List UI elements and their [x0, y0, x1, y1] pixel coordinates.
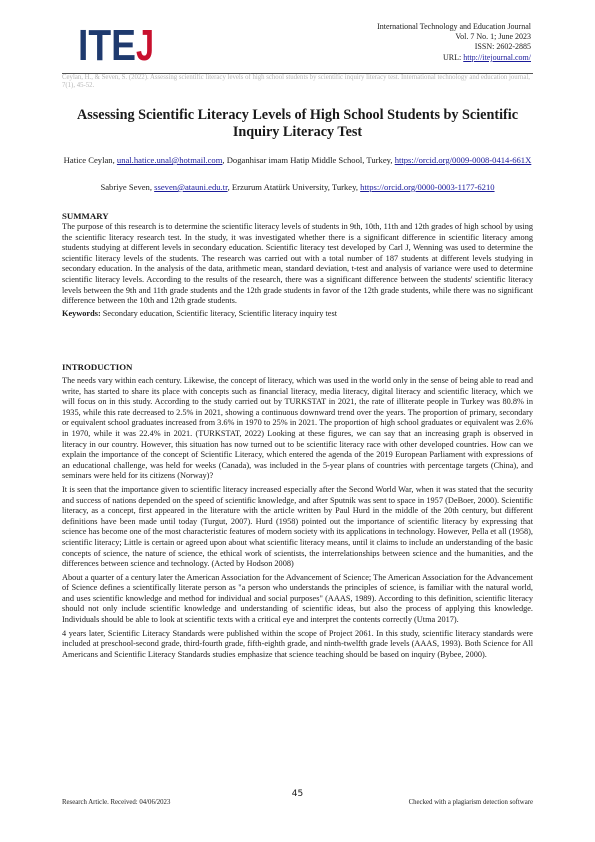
journal-volume: Vol. 7 No. 1; June 2023 — [455, 32, 531, 42]
introduction-section — [62, 362, 533, 660]
journal-issn: ISSN: 2602-2885 — [474, 42, 531, 52]
paper-title: Assessing Scientific Literacy Levels of High School Students by Scientific Inquiry Literacy Test — [77, 107, 518, 140]
journal-logo — [78, 24, 154, 64]
author-1 — [62, 155, 533, 166]
journal-url-line — [377, 53, 531, 63]
summary-text: The purpose of this research is to determine the scientific literacy levels of students in 9th, 10th, 11th and 12th grades of high school by using the scientific literacy research test. In the study, it was investigated whether there is a significant difference in scientific literacy among students studying at different levels in secondary education. Scientific literacy test developed by Carl J, Wenning was used to determine the scientific literacy levels of the students. The research was carried out with a total number of 187 students at different levels studying in secondary education. In the analysis of the data, arithmetic mean, standard deviation, t-test and analysis of variance were used to determine scientific literacy levels. According to the results of the research, there was a significant difference between the students' scientific literacy levels between the 9th and 11th grade students and the 12th grade students in favor of the 12th grade students, while there was no significant difference between the 10th and 12th grade students. — [62, 222, 533, 306]
author-email-link[interactable]: sseven@atauni.edu.tr — [154, 182, 228, 192]
journal-name: International Technology and Education Journal — [377, 22, 531, 31]
author-name: Hatice Ceylan, — [63, 155, 117, 165]
author-name: Sabriye Seven, — [100, 182, 155, 192]
keywords-line — [62, 309, 533, 320]
intro-paragraph: 4 years later, Scientific Literacy Standards were published within the scope of Project 2061. In this study, scientific literacy standards were included at preschool-second grade, third-fourth grade, fifth-eighth grade, and ninth-twelfth grade levels (AAAS, 1993). Both Science for All Americans and Scientific Literacy Standards studies emphasize that science teaching should be based on inquiry (Bybee, 2000). — [62, 628, 533, 659]
keywords-label: Keywords: — [62, 308, 103, 318]
intro-paragraph: The needs vary within each century. Likewise, the concept of literacy, which was used in the world only in the sense of being able to read and write, has started to share its place with concepts such as financial literacy, media literacy, digital literacy and scientific literacy, which we will focus on in this study. According to the study carried out by TURKSTAT in 2021, the rate of illiterate people in Turkey was 80.8% in 1935, while this rate decreased to 2.5% in 2021, showing a continuous downward trend over the years. The proportion of primary, secondary or equivalent school graduates increased from 3.6% in 1970 to 25% in 2021. The proportion of high school graduates or equivalent was 2.6% in 1970, while it was 22.4% in 2021. (TURKSTAT, 2022) Looking at these figures, we can say that an increasing graph is observed in literacy in our country. However, this situation has now turned out to be scientific literacy race with other developed countries. How can we explain the importance of the concept of Scientific Literacy, which entered the agenda of the 2019 European Parliament with expressions of an educational challenge, was held for weeks (Canada), was included in the 5-year plans of countries with percentage targets (China), and seminars were held for its citizens (Norway)? — [62, 376, 533, 481]
author-affiliation: , Doganhisar imam Hatip Middle School, Turkey, — [222, 155, 395, 165]
author-2 — [62, 182, 533, 193]
author-email-link[interactable]: unal.hatice.unal@hotmail.com — [116, 155, 223, 165]
journal-url-label: URL: — [443, 52, 464, 62]
footer-received: Research Article. Received: 04/06/2023 — [62, 799, 171, 806]
citation: Ceylan, H., & Seven, S. (2022). Assessing scientific literacy levels of high school students by scientific inquiry literacy test. International technology and education journal, 7(1), 45-52. — [62, 74, 530, 90]
introduction-heading: INTRODUCTION — [62, 362, 133, 372]
summary-section — [62, 211, 533, 319]
summary-heading: SUMMARY — [62, 211, 109, 221]
keywords-text: Secondary education, Scientific literacy, Scientific literacy inquiry test — [102, 308, 338, 318]
intro-paragraph: It is seen that the importance given to scientific literacy increased especially after the Second World War, when it was stated that the security and success of nations depended on the speed of scientific knowledge, and after Sputnik was sent to space in 1957 (DeBoer, 2000). Scientific literacy, as a concept, first appeared in the literature with the article written by Paul Hurd in the middle of the 20th century, but different definitions have been made until today (Turgut, 2007). Hurd (1958) pointed out the importance of scientific literacy by expressing that science has become one of the most characteristic features of modern society with its applications in technology. However, Pella et all (1958), scientific literacy; Little is certain or agreed upon about what scientific literacy means, until it claims to include an understanding of the basic concepts of science, the nature of science, the ethical work of scientists, the interrelationships between science and the humanities, and the differences between science and technology. (Acted by Hodson 2008) — [62, 484, 533, 569]
page-number: 45 — [291, 789, 304, 799]
footer-plagiarism-note: Checked with a plagiarism detection software — [408, 799, 533, 806]
author-affiliation: , Erzurum Atatürk University, Turkey, — [227, 182, 361, 192]
journal-info — [377, 22, 531, 63]
intro-paragraph: About a quarter of a century later the American Association for the Advancement of Science; The American Association for the Advancement of Science defines a scientifically literate person as "a person who understands the principles of science, is familiar with the natural world, and uses scientific knowledge and method for individual and social purposes" (AAAS, 1989). According to this definition, scientific literacy should not only include scientific knowledge and understanding of scientific ideas, but also the process of applying this knowledge. Individuals should be able to look at scientific texts with a critical eye and interpret the contents correctly (Utma 2017). — [62, 572, 533, 625]
svg-text:J: J — [136, 24, 154, 64]
journal-url-link[interactable]: http://itejournal.com/ — [463, 52, 531, 62]
author-orcid-link[interactable]: https://orcid.org/0000-0003-1177-6210 — [360, 182, 495, 192]
author-orcid-link[interactable]: https://orcid.org/0009-0008-0414-661X — [394, 155, 532, 165]
svg-text:ITE: ITE — [78, 24, 136, 64]
